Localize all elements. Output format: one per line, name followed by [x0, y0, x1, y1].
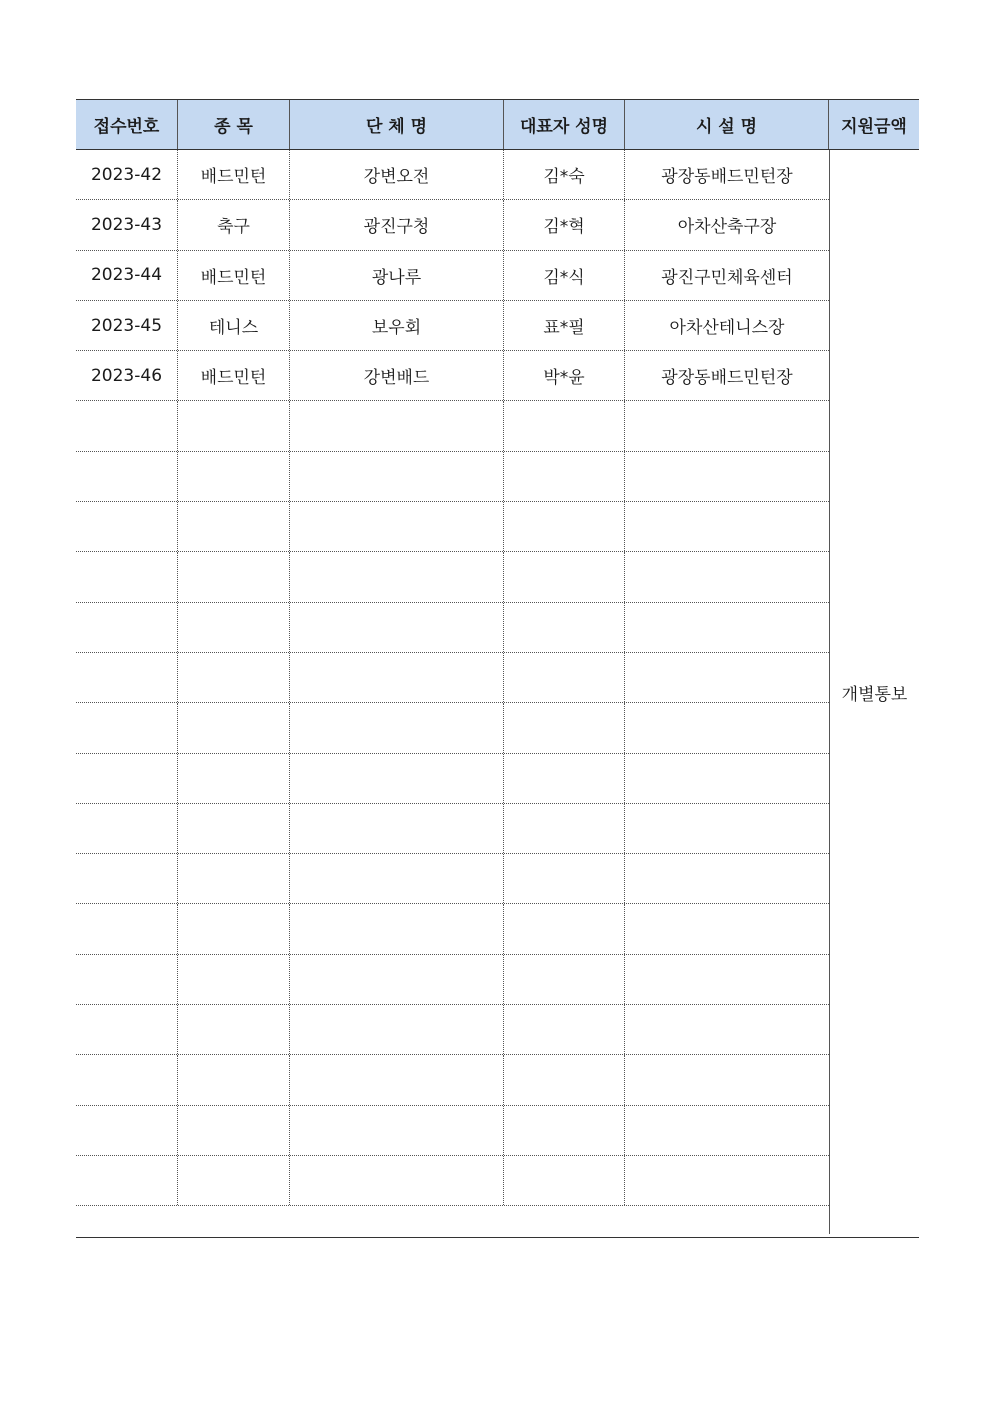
representative-cell [504, 854, 625, 903]
representative-cell [504, 452, 625, 501]
table-row [76, 251, 829, 301]
sport-cell [178, 1106, 290, 1155]
facility-cell [625, 955, 829, 1004]
facility-cell [625, 804, 829, 853]
receipt-number-cell [76, 1055, 178, 1104]
group-name-cell [290, 1055, 504, 1104]
group-name-cell [290, 804, 504, 853]
group-name-cell [290, 452, 504, 501]
table-row [76, 904, 829, 954]
representative-cell: 표*필 [504, 301, 625, 350]
table-body [76, 150, 919, 1234]
facility-cell [625, 502, 829, 551]
table-row [76, 1156, 829, 1206]
representative-cell [504, 1005, 625, 1054]
sport-cell [178, 955, 290, 1004]
group-name-cell [290, 1106, 504, 1155]
table-row [76, 502, 829, 552]
representative-cell [504, 1156, 625, 1205]
sport-cell [178, 452, 290, 501]
representative-cell [504, 1055, 625, 1104]
group-name-cell [290, 552, 504, 601]
table-row [76, 552, 829, 602]
facility-cell [625, 1005, 829, 1054]
group-name-cell: 강변배드 [290, 351, 504, 400]
facility-cell [625, 603, 829, 652]
receipt-number-cell: 2023-44 [76, 251, 178, 300]
table-row [76, 452, 829, 502]
sport-cell [178, 552, 290, 601]
representative-cell [504, 754, 625, 803]
table-row [76, 200, 829, 250]
facility-cell [625, 401, 829, 450]
representative-cell [504, 804, 625, 853]
sport-cell [178, 904, 290, 953]
sport-cell [178, 804, 290, 853]
table-bottom-rule [76, 1237, 919, 1238]
receipt-number-cell [76, 955, 178, 1004]
table-row [76, 1005, 829, 1055]
receipt-number-cell [76, 1156, 178, 1205]
receipt-number-cell: 2023-43 [76, 200, 178, 249]
table-row [76, 301, 829, 351]
table-row [76, 1055, 829, 1105]
group-name-cell [290, 754, 504, 803]
table-row [76, 703, 829, 753]
header-facility: 시 설 명 [625, 100, 829, 149]
sport-cell: 축구 [178, 200, 290, 249]
group-name-cell: 강변오전 [290, 150, 504, 199]
facility-cell: 광진구민체육센터 [661, 267, 793, 288]
receipt-number-cell: 2023-46 [76, 351, 178, 400]
group-name-cell [290, 603, 504, 652]
sport-cell [178, 1055, 290, 1104]
table-row [76, 1106, 829, 1156]
sport-cell [178, 703, 290, 752]
sport-cell [178, 1156, 290, 1205]
representative-cell: 김*혁 [504, 200, 625, 249]
facility-cell: 광장동배드민턴장 [661, 167, 793, 188]
group-name-cell [290, 854, 504, 903]
grant-table [76, 99, 919, 1234]
sport-cell [178, 401, 290, 450]
group-name-cell: 광진구청 [290, 200, 504, 249]
group-name-cell [290, 703, 504, 752]
receipt-number-cell: 2023-45 [76, 301, 178, 350]
receipt-number-cell: 2023-42 [76, 150, 178, 199]
table-header [76, 99, 919, 150]
table-row [76, 401, 829, 451]
table-row [76, 150, 829, 200]
facility-cell [625, 904, 829, 953]
representative-cell [504, 904, 625, 953]
receipt-number-cell [76, 603, 178, 652]
group-name-cell: 보우회 [290, 301, 504, 350]
header-sport: 종 목 [178, 100, 290, 149]
support-amount-cell: 개별통보 [829, 150, 919, 1234]
representative-cell [504, 955, 625, 1004]
sport-cell: 테니스 [178, 301, 290, 350]
representative-cell [504, 401, 625, 450]
representative-cell [504, 603, 625, 652]
receipt-number-cell [76, 904, 178, 953]
facility-cell [625, 552, 829, 601]
group-name-cell [290, 653, 504, 702]
header-receipt-number: 접수번호 [76, 100, 178, 149]
sport-cell [178, 502, 290, 551]
table-row [76, 754, 829, 804]
representative-cell [504, 1106, 625, 1155]
sport-cell: 배드민턴 [178, 150, 290, 199]
table-row [76, 351, 829, 401]
sport-cell [178, 653, 290, 702]
table-row [76, 603, 829, 653]
receipt-number-cell [76, 854, 178, 903]
sport-cell [178, 603, 290, 652]
facility-cell [625, 1156, 829, 1205]
representative-cell: 박*윤 [504, 351, 625, 400]
receipt-number-cell [76, 401, 178, 450]
receipt-number-cell [76, 754, 178, 803]
facility-cell [625, 754, 829, 803]
facility-cell [625, 1106, 829, 1155]
representative-cell: 김*숙 [504, 150, 625, 199]
table-rows [76, 150, 829, 1234]
header-support-amount: 지원금액 [841, 117, 907, 137]
table-row [76, 955, 829, 1005]
receipt-number-cell [76, 452, 178, 501]
representative-cell [504, 653, 625, 702]
header-representative: 대표자 성명 [504, 100, 625, 149]
representative-cell: 김*식 [504, 251, 625, 300]
facility-cell: 아차산축구장 [677, 217, 777, 238]
facility-cell [625, 653, 829, 702]
group-name-cell [290, 401, 504, 450]
sport-cell: 배드민턴 [178, 251, 290, 300]
facility-cell [625, 703, 829, 752]
representative-cell [504, 552, 625, 601]
sport-cell [178, 1005, 290, 1054]
receipt-number-cell [76, 502, 178, 551]
receipt-number-cell [76, 1106, 178, 1155]
receipt-number-cell [76, 552, 178, 601]
receipt-number-cell [76, 703, 178, 752]
table-row [76, 854, 829, 904]
table-row [76, 804, 829, 854]
facility-cell [625, 854, 829, 903]
representative-cell [504, 703, 625, 752]
sport-cell [178, 854, 290, 903]
facility-cell [625, 452, 829, 501]
receipt-number-cell [76, 804, 178, 853]
facility-cell: 아차산테니스장 [669, 318, 785, 339]
header-group-name: 단 체 명 [290, 100, 504, 149]
receipt-number-cell [76, 1005, 178, 1054]
group-name-cell [290, 904, 504, 953]
sport-cell [178, 754, 290, 803]
facility-cell: 광장동배드민턴장 [661, 368, 793, 389]
group-name-cell: 광나루 [290, 251, 504, 300]
sport-cell: 배드민턴 [178, 351, 290, 400]
table-row [76, 653, 829, 703]
representative-cell [504, 502, 625, 551]
table-spacer-row [76, 1206, 829, 1234]
group-name-cell [290, 1156, 504, 1205]
group-name-cell [290, 502, 504, 551]
facility-cell [625, 1055, 829, 1104]
group-name-cell [290, 955, 504, 1004]
receipt-number-cell [76, 653, 178, 702]
group-name-cell [290, 1005, 504, 1054]
